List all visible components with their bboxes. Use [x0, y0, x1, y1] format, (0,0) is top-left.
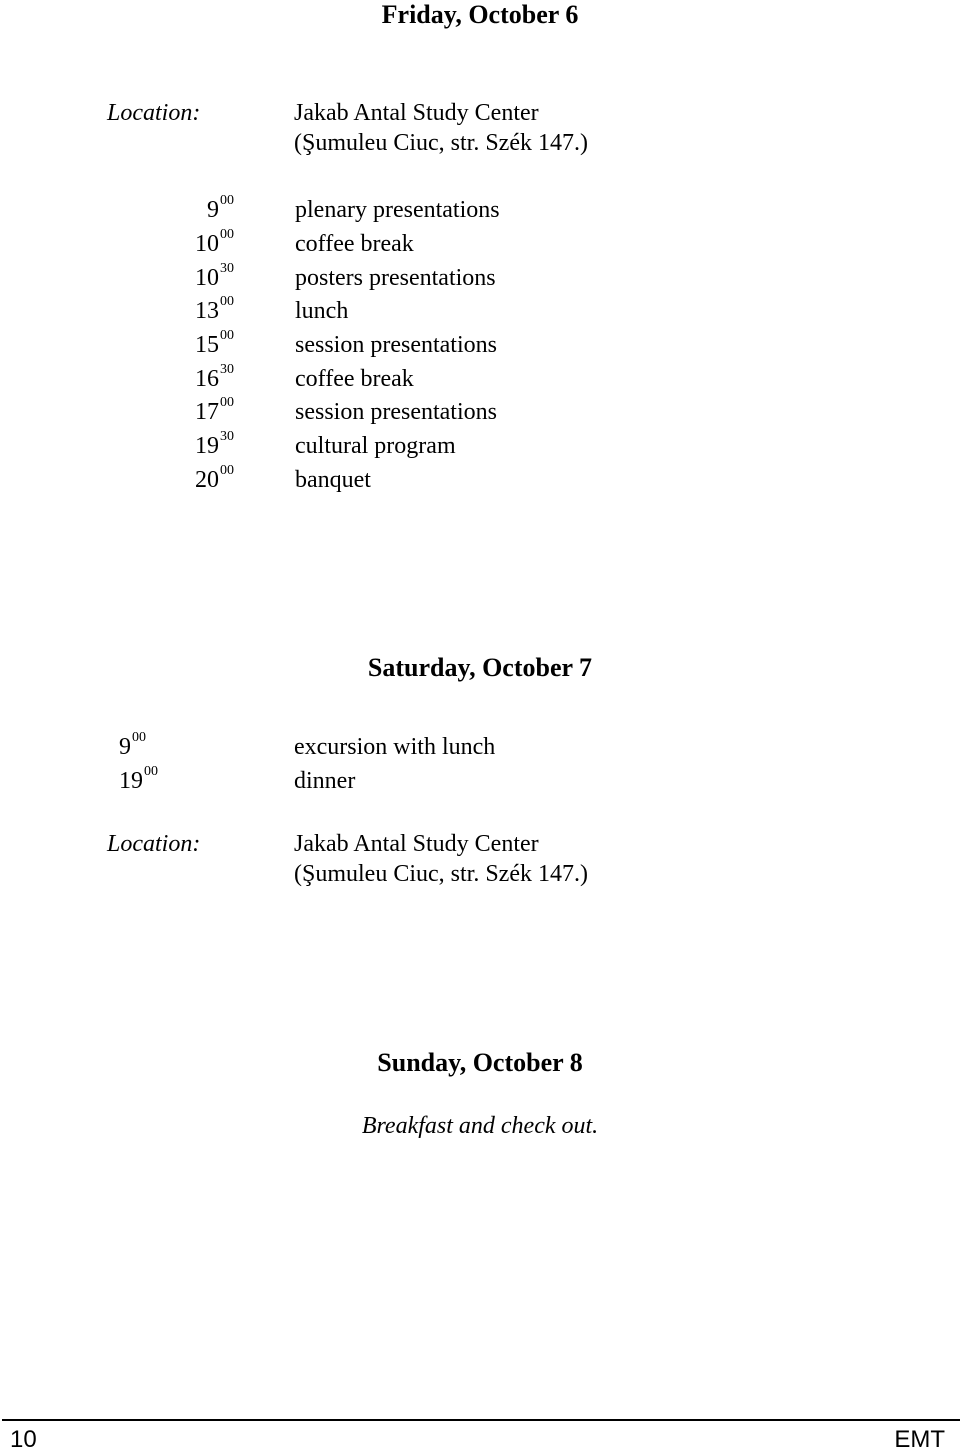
friday-activity: banquet: [295, 467, 371, 493]
friday-activity: posters presentations: [295, 265, 496, 291]
friday-activity: coffee break: [295, 366, 414, 392]
friday-activity: cultural program: [295, 433, 456, 459]
friday-activity: coffee break: [295, 231, 414, 257]
sunday-note: Breakfast and check out.: [361, 1113, 599, 1139]
footer-label: EMT: [894, 1426, 945, 1453]
friday-time: $19^{30}$: [195, 429, 234, 459]
friday-activity: session presentations: [295, 399, 497, 425]
saturday-location-label: Location:: [107, 831, 201, 857]
saturday-location-line1: Jakab Antal Study Center: [294, 831, 539, 857]
saturday-activity: dinner: [294, 768, 356, 794]
friday-time: $9^{00}$: [207, 193, 234, 223]
saturday-time: $9^{00}$: [119, 730, 146, 760]
footer-divider: [2, 1419, 960, 1421]
friday-activity: lunch: [295, 298, 349, 324]
saturday-heading: Saturday, October 7: [367, 653, 593, 682]
friday-time: $10^{00}$: [195, 227, 234, 257]
sunday-heading: Sunday, October 8: [377, 1048, 583, 1077]
friday-heading: Friday, October 6: [381, 0, 579, 29]
friday-location-label: Location:: [107, 100, 201, 126]
friday-location-line2: (Şumuleu Ciuc, str. Szék 147.): [294, 130, 588, 156]
footer-page-number: 10: [10, 1426, 37, 1453]
friday-time: $15^{00}$: [195, 328, 234, 358]
friday-activity: session presentations: [295, 332, 497, 358]
saturday-activity: excursion with lunch: [294, 734, 496, 760]
friday-time: $17^{00}$: [195, 395, 234, 425]
saturday-location-line2: (Şumuleu Ciuc, str. Szék 147.): [294, 861, 588, 887]
saturday-time: $19^{00}$: [119, 764, 158, 794]
friday-time: $20^{00}$: [195, 463, 234, 493]
friday-activity: plenary presentations: [295, 197, 500, 223]
friday-time: $10^{30}$: [195, 261, 234, 291]
friday-time: $13^{00}$: [195, 294, 234, 324]
friday-location-line1: Jakab Antal Study Center: [294, 100, 539, 126]
friday-time: $16^{30}$: [195, 362, 234, 392]
